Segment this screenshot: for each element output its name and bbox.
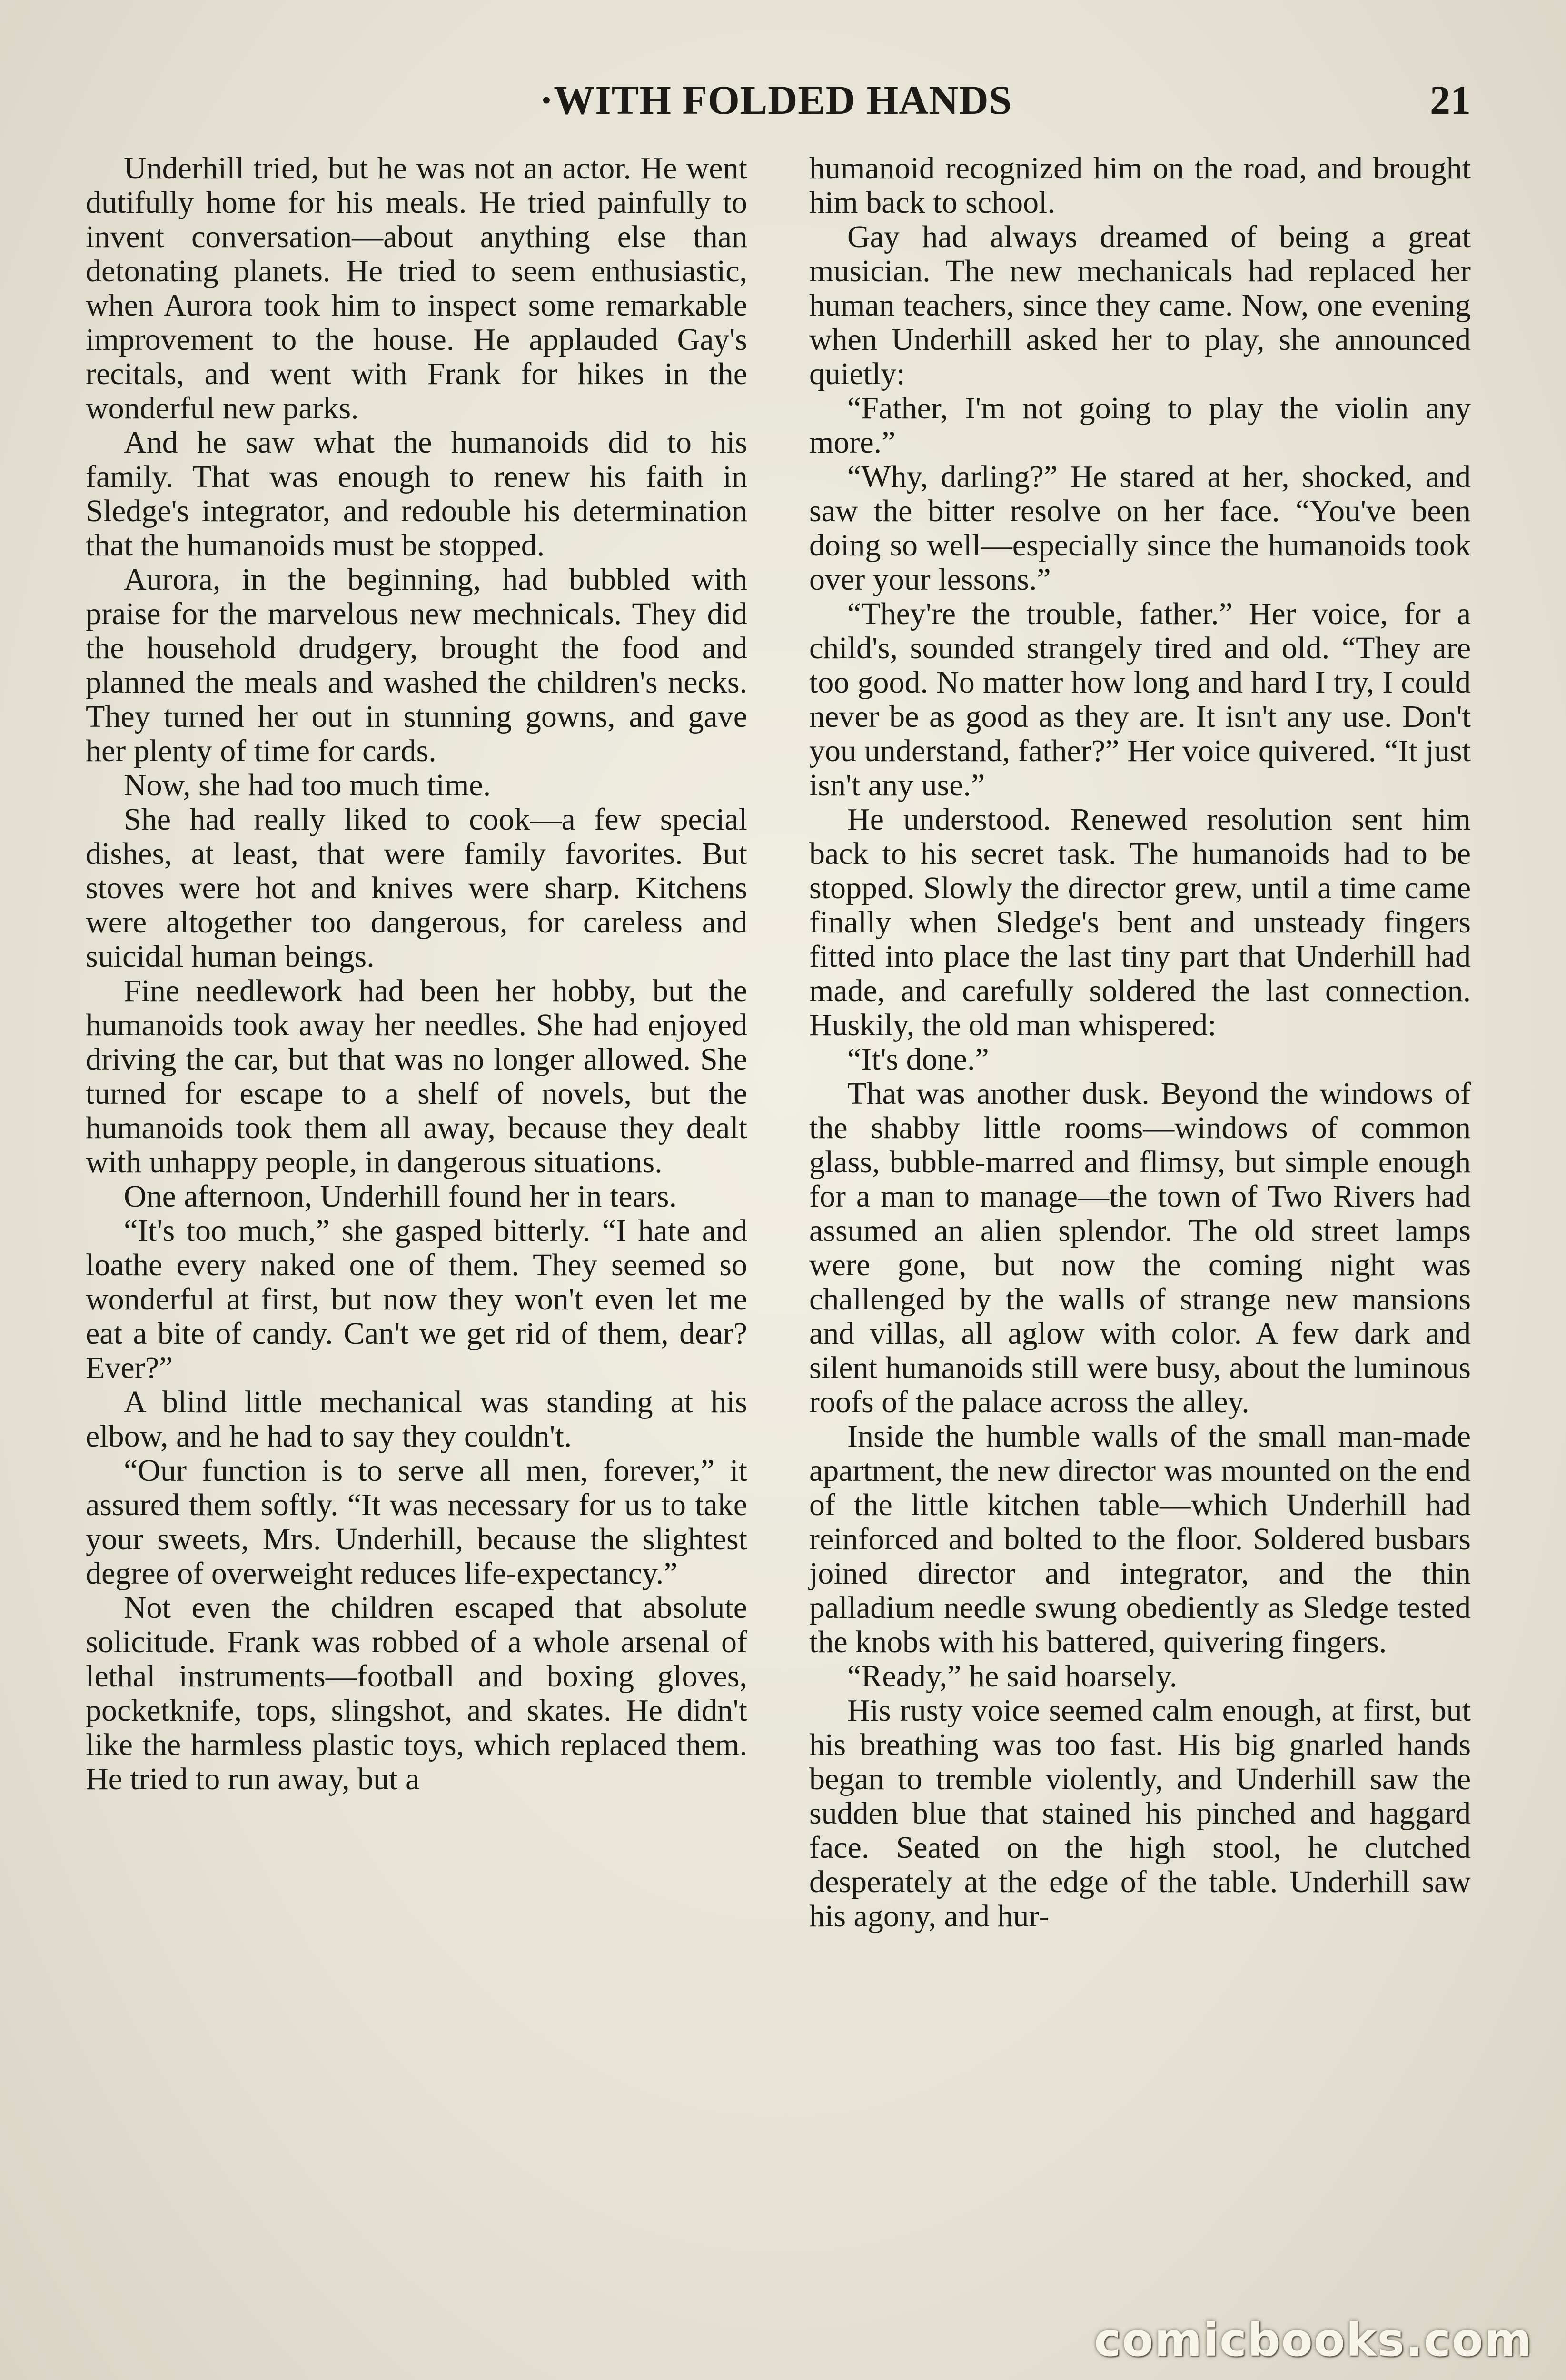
- paragraph: That was another dusk. Beyond the windows of the shabby little rooms—windows of common glass, bubble-marred and flimsy, but simple enough for a man to manage—the town of Two Rivers had assumed an alien splendor. The old street lamps were gone, but now the coming night was challenged by the walls of strange new mansions and villas, all aglow with color. A few dark and silent humanoids still were busy, about the luminous roofs of the palace across the alley.: [809, 1076, 1471, 1419]
- paragraph: Fine needlework had been her hobby, but the humanoids took away her needles. She had enjoyed driving the car, but that was no longer allowed. She turned for escape to a shelf of novels, but the humanoids took them all away, because they dealt with unhappy people, in dangerous situations.: [86, 973, 747, 1180]
- paragraph: Gay had always dreamed of being a great musician. The new mechanicals had replaced her human teachers, since they came. Now, one evening when Underhill asked her to play, she announced quietly:: [809, 219, 1471, 391]
- paragraph: She had really liked to cook—a few special dishes, at least, that were family favorites. But stoves were hot and knives were sharp. Kitchens were altogether too dangerous, for careless and suicidal human beings.: [86, 802, 747, 974]
- paragraph: A blind little mechanical was standing at his elbow, and he had to say they couldn't.: [86, 1385, 747, 1454]
- site-watermark: comicbooks.com: [1094, 2313, 1533, 2367]
- running-title: ·WITH FOLDED HANDS: [539, 77, 1012, 123]
- paragraph: “They're the trouble, father.” Her voice, for a child's, sounded strangely tired and old. “They are too good. No matter how long and hard I try, I could never be as good as they are. It isn't any use. Don't you understand, father?” Her voice quivered. “It just isn't any use.”: [809, 596, 1471, 803]
- paragraph: Now, she had too much time.: [124, 768, 491, 803]
- paragraph: “Father, I'm not going to play the violin any more.”: [809, 391, 1471, 460]
- paragraph: His rusty voice seemed calm enough, at first, but his breathing was too fast. His big gnarled hands began to tremble violently, and Underhill saw the sudden blue that stained his pinched and haggard face. Seated on the high stool, he clutched desperately at the edge of the table. Underhill saw his agony, and hur-: [809, 1693, 1471, 1934]
- paragraph: “It's done.”: [847, 1042, 989, 1077]
- paragraph-continuation: humanoid recognized him on the road, and brought him back to school.: [809, 151, 1471, 220]
- left-column: [86, 151, 747, 1796]
- paragraph: And he saw what the humanoids did to his family. That was enough to renew his faith in Sledge's integrator, and redouble his determination that the humanoids must be stopped.: [86, 425, 747, 563]
- paragraph: He understood. Renewed resolution sent him back to his secret task. The humanoids had to be stopped. Slowly the director grew, until a time came finally when Sledge's bent and unsteady fingers fitted into place the last tiny part that Underhill had made, and carefully soldered the last connection. Huskily, the old man whispered:: [809, 802, 1471, 1042]
- paragraph: Underhill tried, but he was not an actor. He went dutifully home for his meals. He tried painfully to invent conversation—about anything else than detonating planets. He tried to seem enthusiastic, when Aurora took him to inspect some remarkable improvement to the house. He applauded Gay's recitals, and went with Frank for hikes in the wonderful new parks.: [86, 151, 747, 426]
- right-column: [809, 151, 1471, 1934]
- page-number: 21: [1430, 77, 1471, 123]
- paragraph: Inside the humble walls of the small man-made apartment, the new director was mounted on the end of the little kitchen table—which Underhill had reinforced and bolted to the floor. Soldered busbars joined director and integrator, and the thin palladium needle swung obediently as Sledge tested the knobs with his battered, quivering fingers.: [809, 1419, 1471, 1659]
- page-header: [81, 76, 1471, 133]
- paragraph: “Why, darling?” He stared at her, shocked, and saw the bitter resolve on her face. “You've been doing so well—especially since the humanoids took over your lessons.”: [809, 459, 1471, 597]
- paragraph: “Our function is to serve all men, forever,” it assured them softly. “It was necessary for us to take your sweets, Mrs. Underhill, because the slightest degree of overweight reduces life-expectancy.”: [86, 1453, 747, 1591]
- paragraph: “It's too much,” she gasped bitterly. “I hate and loathe every naked one of them. They seemed so wonderful at first, but now they won't even let me eat a bite of candy. Can't we get rid of them, dear? Ever?”: [86, 1213, 747, 1385]
- paragraph: Aurora, in the beginning, had bubbled with praise for the marvelous new mechnicals. They did the household drudgery, brought the food and planned the meals and washed the children's necks. They turned her out in stunning gowns, and gave her plenty of time for cards.: [86, 562, 747, 768]
- paragraph: “Ready,” he said hoarsely.: [847, 1659, 1178, 1694]
- paragraph: Not even the children escaped that absolute solicitude. Frank was robbed of a whole arsenal of lethal instruments—football and boxing gloves, pocketknife, tops, slingshot, and skates. He didn't like the harmless plastic toys, which replaced them. He tried to run away, but a: [86, 1590, 747, 1796]
- paragraph: One afternoon, Underhill found her in tears.: [124, 1179, 677, 1214]
